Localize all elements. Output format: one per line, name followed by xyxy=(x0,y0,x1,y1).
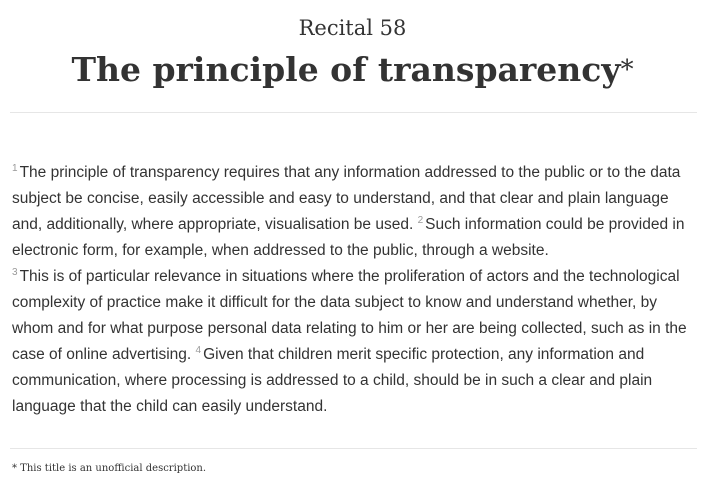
sentence-number-2: 2 xyxy=(417,215,424,226)
footnote: * This title is an unofficial description. xyxy=(12,463,207,474)
sentence-number-3: 3 xyxy=(12,267,18,278)
sentence-text-1: The principle of transparency requires that any information addressed to the public or to the data subject be concise, easily accessible and easy to understand, and that clear and plain language and, additionally, where appropriate, visualisation be used. xyxy=(12,164,681,233)
sentence-number-1: 1 xyxy=(12,163,18,174)
bottom-divider xyxy=(10,448,697,449)
page-title xyxy=(0,46,705,94)
sentence-text-2: Such information could be provided in electronic form, for example, when addressed to the public, through a website. xyxy=(12,216,685,259)
sentence-text-3: This is of particular relevance in situations where the proliferation of actors and the technological complexity of practice make it difficult for the data subject to know and understand whether, by whom and for what purpose personal data relating to him or her are being collected, such as in the case of online advertising. xyxy=(12,268,687,363)
recital-body xyxy=(12,160,702,420)
top-divider xyxy=(10,112,697,113)
sentence-number-4: 4 xyxy=(195,345,202,356)
unofficial-title-mark: * xyxy=(620,55,634,85)
title-text: The principle of transparency xyxy=(71,50,621,89)
sentence-text-4: Given that children merit specific protection, any information and communication, where processing is addressed to a child, should be in such a clear and plain language that the child can easily understand. xyxy=(12,346,653,415)
recital-number: Recital 58 xyxy=(298,16,407,40)
